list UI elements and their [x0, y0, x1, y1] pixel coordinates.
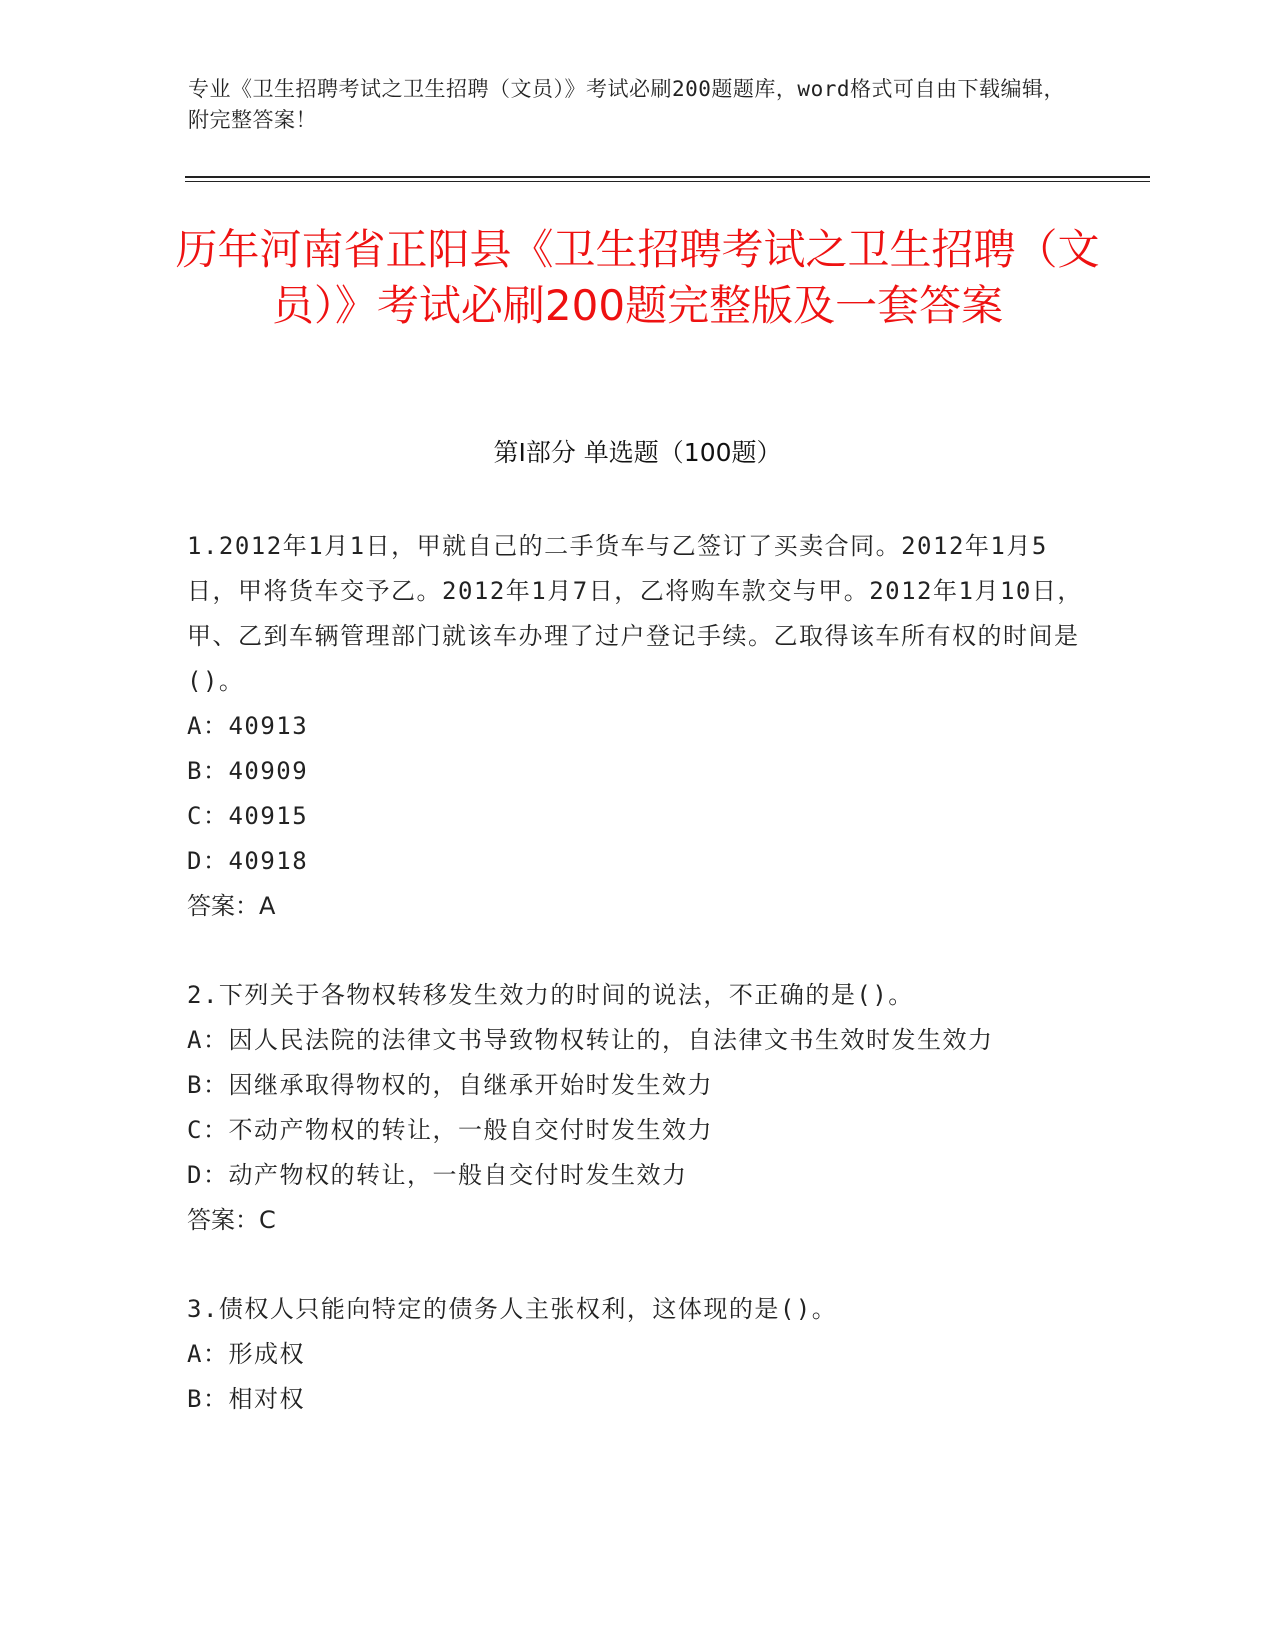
option-a: A：因人民法院的法律文书导致物权转让的，自法律文书生效时发生效力 [187, 1026, 994, 1054]
answer-line: 答案：A [187, 892, 276, 920]
question-3 [187, 1287, 1087, 1422]
option-d: D：40918 [187, 847, 309, 875]
question-stem: 1.2012年1月1日，甲就自己的二手货车与乙签订了买卖合同。2012年1月5日，甲将货车交予乙。2012年1月7日，乙将购车款交与甲。2012年1月10日，甲、乙到车辆管理部门就该车办理了过户登记手续。乙取得该车所有权的时间是()。 [187, 532, 1083, 695]
option-b: B：因继承取得物权的，自继承开始时发生效力 [187, 1071, 713, 1099]
question-1 [187, 524, 1087, 929]
question-stem: 3.债权人只能向特定的债务人主张权利，这体现的是()。 [187, 1295, 838, 1323]
option-d: D：动产物权的转让，一般自交付时发生效力 [187, 1161, 688, 1189]
option-b: B：相对权 [187, 1385, 305, 1413]
header-rule-thin [185, 181, 1150, 182]
question-stem: 2.下列关于各物权转移发生效力的时间的说法，不正确的是()。 [187, 981, 914, 1009]
section-heading: 第I部分 单选题（100题） [493, 438, 782, 467]
option-c: C：不动产物权的转让，一般自交付时发生效力 [187, 1116, 713, 1144]
option-a: A：形成权 [187, 1340, 305, 1368]
header-rule-thick [185, 176, 1150, 178]
header-note: 专业《卫生招聘考试之卫生招聘（文员）》考试必刷200题题库，word格式可自由下载编辑，附完整答案！ [188, 77, 1065, 132]
document-title: 历年河南省正阳县《卫生招聘考试之卫生招聘（文员）》考试必刷200题完整版及一套答案 [175, 225, 1100, 330]
question-list [187, 524, 1087, 1466]
option-c: C：40915 [187, 802, 309, 830]
option-b: B：40909 [187, 757, 309, 785]
option-a: A：40913 [187, 712, 309, 740]
answer-line: 答案：C [187, 1206, 276, 1234]
question-2 [187, 973, 1087, 1243]
